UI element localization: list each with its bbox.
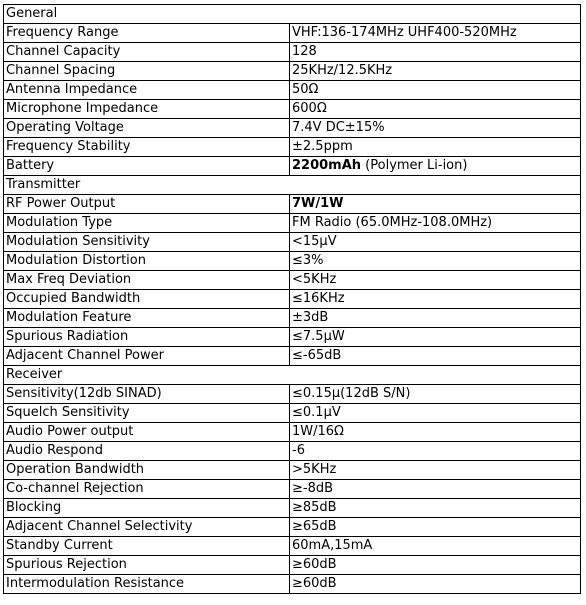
spec-value: ≥60dB: [290, 556, 581, 575]
spec-label: Standby Current: [4, 537, 290, 556]
table-row: [4, 461, 581, 480]
spec-label: Adjacent Channel Power: [4, 347, 290, 366]
spec-label: Channel Capacity: [4, 43, 290, 62]
spec-label: Operation Bandwidth: [4, 461, 290, 480]
section-row-general: [4, 5, 581, 24]
spec-label: Modulation Distortion: [4, 252, 290, 271]
spec-value: ≥-8dB: [290, 480, 581, 499]
spec-value: 600Ω: [290, 100, 581, 119]
spec-label: Channel Spacing: [4, 62, 290, 81]
spec-label: Microphone Impedance: [4, 100, 290, 119]
spec-label: RF Power Output: [4, 195, 290, 214]
table-row: [4, 119, 581, 138]
table-row: [4, 81, 581, 100]
spec-label: Frequency Range: [4, 24, 290, 43]
spec-label: Squelch Sensitivity: [4, 404, 290, 423]
spec-value: <5KHz: [290, 271, 581, 290]
table-row: [4, 24, 581, 43]
table-row: [4, 271, 581, 290]
spec-value: 50Ω: [290, 81, 581, 100]
table-row: [4, 423, 581, 442]
spec-value: ≤0.15μ(12dB S/N): [290, 385, 581, 404]
table-row: [4, 347, 581, 366]
table-row: [4, 328, 581, 347]
spec-label: Audio Power output: [4, 423, 290, 442]
spec-value: ≤0.1μV: [290, 404, 581, 423]
spec-label: Sensitivity(12db SINAD): [4, 385, 290, 404]
spec-table: [3, 4, 581, 594]
spec-value: FM Radio (65.0MHz-108.0MHz): [290, 214, 581, 233]
table-row: [4, 518, 581, 537]
spec-label: Occupied Bandwidth: [4, 290, 290, 309]
spec-value: ≥65dB: [290, 518, 581, 537]
spec-label: Audio Respond: [4, 442, 290, 461]
section-row-receiver: [4, 366, 581, 385]
spec-label: Modulation Type: [4, 214, 290, 233]
table-row: [4, 62, 581, 81]
spec-label: Operating Voltage: [4, 119, 290, 138]
spec-label: Antenna Impedance: [4, 81, 290, 100]
table-row: [4, 480, 581, 499]
spec-value: [290, 157, 581, 176]
spec-label: Spurious Rejection: [4, 556, 290, 575]
spec-value-rest: (Polymer Li-ion): [361, 158, 468, 173]
spec-value-bold: 7W/1W: [292, 196, 344, 211]
table-row: [4, 442, 581, 461]
table-row: [4, 290, 581, 309]
table-row: [4, 537, 581, 556]
spec-value: [290, 195, 581, 214]
table-row: [4, 385, 581, 404]
spec-value-bold: 2200mAh: [292, 158, 362, 173]
table-row: [4, 404, 581, 423]
spec-value: 128: [290, 43, 581, 62]
table-row: [4, 499, 581, 518]
spec-value: ≥60dB: [290, 575, 581, 594]
spec-value: ≥85dB: [290, 499, 581, 518]
spec-value: 60mA,15mA: [290, 537, 581, 556]
spec-label: Modulation Sensitivity: [4, 233, 290, 252]
table-row: [4, 214, 581, 233]
spec-value: 1W/16Ω: [290, 423, 581, 442]
spec-value: <15μV: [290, 233, 581, 252]
spec-value: VHF:136-174MHz UHF400-520MHz: [290, 24, 581, 43]
spec-label: Frequency Stability: [4, 138, 290, 157]
spec-label: Intermodulation Resistance: [4, 575, 290, 594]
table-row: [4, 309, 581, 328]
spec-value: ≤16KHz: [290, 290, 581, 309]
table-row: [4, 43, 581, 62]
spec-value: ≤-65dB: [290, 347, 581, 366]
spec-label: Adjacent Channel Selectivity: [4, 518, 290, 537]
spec-value: ±3dB: [290, 309, 581, 328]
table-row: [4, 157, 581, 176]
spec-label: Co-channel Rejection: [4, 480, 290, 499]
spec-value: ±2.5ppm: [290, 138, 581, 157]
table-row: [4, 252, 581, 271]
spec-value: 7.4V DC±15%: [290, 119, 581, 138]
table-row: [4, 556, 581, 575]
spec-label: Modulation Feature: [4, 309, 290, 328]
section-title-receiver: Receiver: [4, 366, 581, 385]
spec-label: Max Freq Deviation: [4, 271, 290, 290]
spec-value: -6: [290, 442, 581, 461]
table-row: [4, 233, 581, 252]
spec-label: Spurious Radiation: [4, 328, 290, 347]
spec-value: ≤3%: [290, 252, 581, 271]
table-row: [4, 195, 581, 214]
section-row-transmitter: [4, 176, 581, 195]
table-row: [4, 100, 581, 119]
table-row: [4, 575, 581, 594]
spec-label: Blocking: [4, 499, 290, 518]
spec-value: >5KHz: [290, 461, 581, 480]
section-title-transmitter: Transmitter: [4, 176, 581, 195]
section-title-general: General: [4, 5, 581, 24]
table-row: [4, 138, 581, 157]
spec-value: 25KHz/12.5KHz: [290, 62, 581, 81]
spec-label: Battery: [4, 157, 290, 176]
spec-value: ≤7.5μW: [290, 328, 581, 347]
